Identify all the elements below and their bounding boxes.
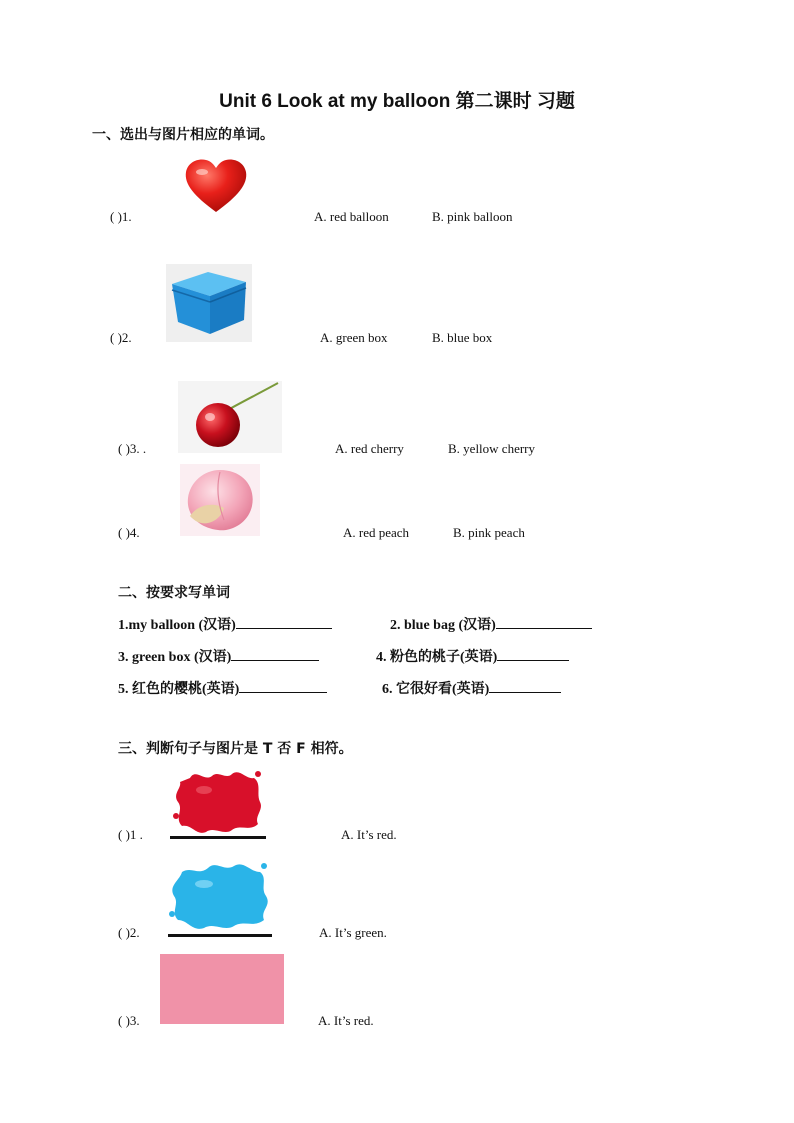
cherry-image: [178, 381, 282, 453]
page-title: Unit 6 Look at my balloon 第二课时 习题: [219, 91, 575, 112]
section1-heading: 一、选出与图片相应的单词。: [92, 127, 274, 143]
s3-item1-number: ( )1 .: [118, 827, 143, 842]
s1-item4-option-a: A. red peach: [343, 525, 410, 540]
s1-item2-number: ( )2.: [110, 330, 132, 345]
s3-item2-number: ( )2.: [118, 925, 140, 940]
blue-box-image: [166, 264, 252, 342]
s2-item6: 6. 它很好看(英语): [382, 678, 561, 698]
s2-item1: 1.my balloon (汉语): [118, 614, 332, 634]
s1-item3-option-a: A. red cherry: [335, 441, 404, 456]
s1-item4-number: ( )4.: [118, 525, 140, 540]
pink-rect-image: [160, 954, 284, 1024]
blue-splat-image: [168, 858, 272, 938]
s2-item5: 5. 红色的樱桃(英语): [118, 678, 327, 698]
s1-item3-number: ( )3. .: [118, 441, 147, 456]
s1-item2-option-b: B. blue box: [432, 330, 493, 345]
s3-item1-option-a: A. It’s red.: [341, 827, 397, 842]
s1-item4-option-b: B. pink peach: [453, 525, 525, 540]
s2-item3: 3. green box (汉语): [118, 646, 319, 666]
s2-item4: 4. 粉色的桃子(英语): [376, 646, 569, 666]
section3-heading: 三、判断句子与图片是 T 否 F 相符。: [118, 741, 353, 757]
heart-balloon-image: [184, 158, 248, 214]
s3-item3-number: ( )3.: [118, 1013, 140, 1028]
s1-item3-option-b: B. yellow cherry: [448, 441, 536, 456]
s1-item2-option-a: A. green box: [320, 330, 388, 345]
peach-image: [180, 464, 260, 536]
s2-item2: 2. blue bag (汉语): [390, 614, 592, 634]
s1-item1-option-a: A. red balloon: [314, 209, 389, 224]
section2-heading: 二、按要求写单词: [118, 585, 230, 601]
s1-item1-number: ( )1.: [110, 209, 132, 224]
s3-item2-option-a: A. It’s green.: [319, 925, 387, 940]
s1-item1-option-b: B. pink balloon: [432, 209, 513, 224]
red-splat-image: [170, 766, 266, 840]
s3-item3-option-a: A. It’s red.: [318, 1013, 374, 1028]
